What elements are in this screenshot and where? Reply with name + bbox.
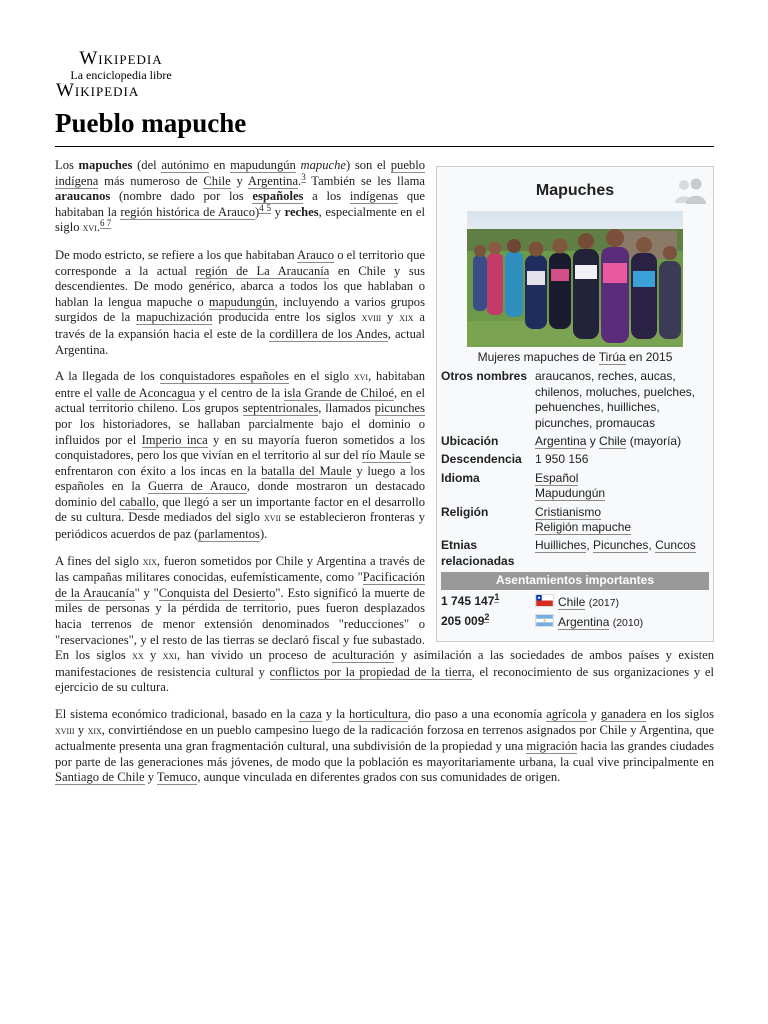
text: , actual Argentina. (55, 326, 426, 357)
century: xix (87, 724, 102, 737)
link-conquista-desierto[interactable]: Conquista del Desierto (158, 585, 276, 600)
infobox-header (441, 171, 709, 211)
label-etnias: Etnias relacionadas (441, 538, 515, 568)
link-cristianismo[interactable]: Cristianismo (535, 504, 602, 519)
century: xvi (353, 371, 369, 384)
text: También se les llama (305, 173, 425, 188)
link-agricola[interactable]: agrícola (546, 707, 587, 721)
link-horticultura[interactable]: horticultura (348, 707, 408, 721)
link-espanol[interactable]: Español (535, 470, 579, 485)
text: y (74, 722, 88, 737)
label-religion: Religión (441, 504, 489, 519)
logo-wordmark: Wikipedia (79, 48, 163, 69)
text: , el reconocimiento de sus organizaciones y el ejercicio de su cultura. (55, 664, 715, 695)
flag-argentina-icon (535, 614, 554, 627)
link-batalla-maule[interactable]: batalla del Maule (261, 463, 352, 478)
text: y (271, 204, 285, 219)
link-picunches[interactable]: picunches (374, 401, 425, 416)
ref-4-5[interactable]: 4 5 (259, 202, 271, 213)
link-guerra-arauco[interactable]: Guerra de Arauco (148, 479, 247, 494)
text: , aunque vinculada en diferentes grados con sus comunidades de origen. (197, 770, 561, 785)
value-religion (535, 505, 709, 536)
text: a los (303, 189, 350, 204)
infobox-pop-argentina (441, 614, 709, 631)
text: por los historiadores, se hallaban parcialmente bajo el dominio o influidos por el (55, 416, 425, 447)
text: , en el actual territorio chileno. Los grupos (55, 385, 425, 416)
link-aculturacion[interactable]: aculturación (332, 648, 395, 663)
bold-term: mapuches (78, 158, 133, 172)
text: en Chile y sus descendientes. De modo genérico, abarca a todos los que hablaban o hablan la lengua mapuche o (55, 263, 425, 309)
ref-6-7[interactable]: 6 7 (100, 218, 112, 229)
text: , fueron sometidos por Chile y Argentina a través de las campañas militares conocidas, eufemísticamente, como " (55, 553, 425, 585)
bold-term: araucanos (55, 189, 111, 204)
text-and: y (586, 434, 600, 449)
text: o el territorio que corresponde a la actual (55, 247, 425, 278)
infobox-row-etnias (441, 538, 709, 569)
text: en los siglos (646, 707, 714, 721)
link-isla-chiloe[interactable]: isla Grande de Chiloé (283, 385, 395, 400)
infobox-row-religion (441, 505, 709, 536)
century: xxi (162, 650, 177, 663)
text: hacia las grandes ciudades por parte de las generaciones más jóvenes, de modo que la población es mayoritariamente urbana, la cual vive principalmente en (55, 739, 714, 769)
text: y (143, 648, 163, 663)
text: y la (321, 707, 349, 721)
link-mapudungun[interactable]: mapudungún (230, 158, 296, 172)
pop-chile-country (535, 594, 709, 611)
text: más numeroso de (98, 173, 204, 188)
infobox-title: Mapuches (535, 182, 615, 199)
label-otros-nombres: Otros nombres (441, 369, 528, 384)
logo-tagline: La enciclopedia libre (70, 68, 172, 82)
link-conflictos-tierra[interactable]: conflictos por la propiedad de la tierra (269, 664, 472, 679)
value-etnias (535, 538, 709, 569)
text: a través de la expansión hacia el este de la (55, 310, 425, 341)
article-body (55, 158, 714, 797)
link-mapuchizacion[interactable]: mapuchización (136, 310, 213, 325)
link-temuco[interactable]: Temuco (156, 770, 198, 785)
link-huilliches[interactable]: Huilliches (535, 538, 587, 553)
text: (del (132, 158, 162, 172)
infobox-caption (441, 350, 709, 365)
text: , que llegó a ser un importante factor en el desarrollo de su cultura. Desde mediados del siglo (55, 494, 425, 525)
text: A fines del siglo (55, 553, 143, 568)
link-parlamentos[interactable]: parlamentos (198, 527, 260, 542)
link-imperio-inca[interactable]: Imperio inca (141, 432, 208, 447)
text: . (298, 173, 302, 188)
text: El sistema económico tradicional, basado en la (55, 707, 300, 721)
text: en (208, 158, 231, 172)
link-conquistadores[interactable]: conquistadores españoles (159, 369, 289, 384)
link-rio-maule[interactable]: río Maule (361, 448, 412, 463)
infobox-row-ubicacion (441, 434, 709, 449)
link-ganadera[interactable]: ganadera (600, 707, 647, 721)
page-title: Pueblo mapuche (55, 108, 247, 138)
century: xvii (264, 512, 281, 525)
ref-2[interactable]: 2 (484, 612, 490, 623)
sep: , (586, 538, 594, 553)
link-espanoles[interactable]: españoles (252, 189, 304, 204)
value-ubicacion (535, 434, 709, 449)
text: y el centro de la (195, 385, 284, 400)
link-indigenas[interactable]: indígenas (349, 189, 399, 204)
text: se establecieron fronteras y periódicos acuerdos de paz ( (55, 510, 425, 542)
flag-chile-icon (535, 594, 554, 607)
text: y (144, 770, 157, 785)
text: , donde mostraron un destacado dominio del (55, 479, 425, 509)
paragraph-5 (55, 707, 714, 786)
link-region-araucania[interactable]: región de La Araucanía (195, 263, 330, 278)
text: ) (255, 204, 260, 219)
link-septentrionales[interactable]: septentrionales (242, 401, 319, 416)
pop-argentina-country (535, 614, 709, 631)
link-chile[interactable]: Chile (203, 173, 231, 188)
link-cuncos[interactable]: Cuncos (655, 538, 696, 553)
link-caza[interactable]: caza (299, 707, 322, 721)
link-valle-aconcagua[interactable]: valle de Aconcagua (96, 385, 196, 400)
caption-link-tirua[interactable]: Tirúa (598, 350, 626, 364)
text: producida entre los siglos (212, 310, 362, 325)
link-santiago[interactable]: Santiago de Chile (55, 770, 145, 785)
text: . (96, 220, 101, 235)
value-descendencia: 1 950 156 (535, 452, 589, 467)
century: xvi (82, 222, 97, 235)
people-icon (673, 175, 707, 207)
label-ubicacion: Ubicación (441, 434, 499, 449)
photo-mapuche-women (467, 211, 683, 347)
pop-chile-year: (2017) (588, 596, 620, 609)
text: en el siglo (289, 369, 354, 384)
text: ) son el (345, 158, 391, 172)
pop-argentina-number (441, 614, 535, 631)
text: , convirtiéndose en un pueblo campesino luego de la radicación forzosa en terrenos asignados por Chile y Argentina, que actualmente presenta una gran fragmentación cultural, una subdivisión de la propiedad y una (55, 722, 714, 754)
ref-3[interactable]: 3 (301, 171, 306, 182)
title-divider (55, 146, 714, 147)
infobox-row-descendencia (441, 452, 709, 467)
text: y asimilación a las sociedades de ambos países y existen manifestaciones de resistencia cultural y (55, 648, 714, 679)
link-caballo[interactable]: caballo (119, 494, 156, 509)
link-cordillera-andes[interactable]: cordillera de los Andes (269, 326, 388, 341)
text: ). (259, 527, 268, 542)
infobox-row-idioma (441, 471, 709, 502)
century: xix (399, 312, 414, 325)
text: y (381, 310, 400, 325)
text: " y " (134, 585, 159, 600)
bold-term: reches (284, 204, 319, 219)
link-arauco[interactable]: Arauco (297, 247, 335, 262)
link-argentina[interactable]: Argentina (535, 434, 587, 449)
text: que habitaban la (55, 189, 426, 219)
text: De modo estricto, se refiere a los que habitaban (55, 247, 297, 262)
wikipedia-logo[interactable] (56, 50, 186, 100)
text: y luego a los españoles en la (55, 463, 425, 494)
text: , llamados (318, 401, 375, 416)
link-region-arauco[interactable]: región histórica de Arauco (120, 204, 256, 219)
infobox-row-otros (441, 369, 709, 431)
pop-chile-value: 1 745 147 (441, 593, 495, 608)
label-descendencia: Descendencia (441, 452, 522, 467)
ref-1[interactable]: 1 (494, 591, 500, 602)
century: xviii (361, 312, 382, 325)
text: , dio paso a una economía (407, 707, 547, 721)
link-chile-pop[interactable]: Chile (558, 594, 586, 609)
text-mayoria: (mayoría) (626, 434, 682, 449)
link-pacificacion-araucania[interactable]: Pacificación de la Araucanía (55, 570, 425, 600)
text: Los (55, 158, 79, 172)
link-chile[interactable]: Chile (599, 434, 627, 449)
value-idioma (535, 471, 709, 502)
text: , habitaban entre el (55, 369, 426, 400)
infobox (436, 166, 714, 642)
text: (nombre dado por los (110, 189, 253, 204)
link-argentina-pop[interactable]: Argentina (558, 615, 610, 630)
label-idioma: Idioma (441, 470, 480, 485)
link-religion-mapuche[interactable]: Religión mapuche (535, 520, 632, 535)
infobox-photo[interactable] (467, 211, 683, 347)
text: y (586, 707, 601, 721)
link-autonimo[interactable]: autónimo (161, 158, 209, 172)
logo-wordmark-bottom: Wikipedia (56, 80, 140, 101)
pop-argentina-year: (2010) (612, 617, 644, 630)
text: se enfrentaron con éxito a los incas en la (55, 448, 425, 478)
italic-term: mapuche (300, 158, 346, 172)
link-picunches[interactable]: Picunches (593, 538, 649, 553)
pop-chile-number (441, 591, 535, 611)
text: , han vivido un proceso de (176, 648, 333, 663)
caption-text: Mujeres mapuches de (477, 350, 599, 364)
text: y (230, 173, 248, 188)
infobox-pop-chile (441, 591, 709, 611)
century: xx (132, 650, 144, 663)
pop-argentina-value: 205 009 (441, 614, 485, 629)
link-mapudungun[interactable]: Mapudungún (535, 486, 606, 501)
text: A la llegada de los (55, 369, 160, 384)
text: , especialmente en el siglo (55, 204, 425, 235)
caption-year: en 2015 (625, 350, 673, 364)
infobox-subheader-asentamientos: Asentamientos importantes (441, 572, 709, 589)
text: , incluyendo a varios grupos surgidos de la (55, 294, 425, 325)
sep: , (648, 538, 656, 553)
text: ". Esto significó la muerte de miles de personas y la pérdida de territorio, pues fueron desplazados hacia terrenos de menor extensión denominados "reducciones" o "reservaciones", y el resto de las tierras se declaró fiscal y fue subastado. En los siglos (55, 585, 425, 663)
link-pueblo-indigena[interactable]: pueblo indígena (55, 158, 425, 188)
text: y en su mayoría fueron sometidos a los conquistadores, pero los que vivían en el territorio al sur del (55, 432, 425, 463)
link-argentina[interactable]: Argentina (247, 173, 299, 188)
link-migracion[interactable]: migración (526, 739, 578, 754)
link-mapudungun[interactable]: mapudungún (208, 294, 275, 309)
century: xviii (55, 724, 75, 737)
value-otros-nombres: araucanos, reches, aucas, chilenos, moluches, puelches, pehuenches, huilliches, picunches, promaucas (535, 369, 696, 430)
century: xix (142, 555, 157, 568)
